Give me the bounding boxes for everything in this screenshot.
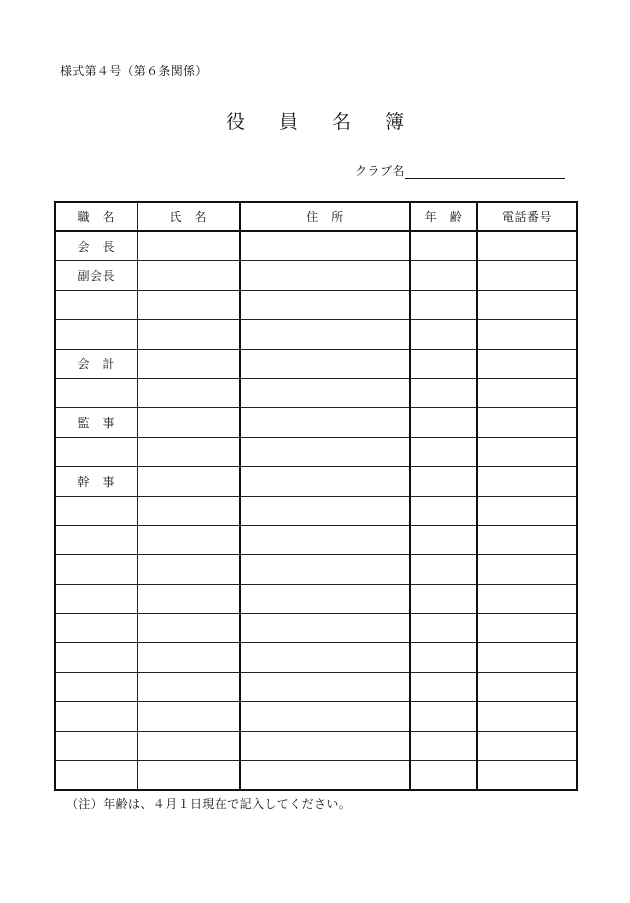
officer-roster-table xyxy=(54,201,578,791)
address-cell[interactable] xyxy=(240,349,410,378)
name-cell[interactable] xyxy=(137,408,240,437)
address-cell[interactable] xyxy=(240,437,410,466)
address-cell[interactable] xyxy=(240,320,410,349)
phone-cell[interactable] xyxy=(477,408,577,437)
club-name-field[interactable] xyxy=(405,165,565,179)
age-cell[interactable] xyxy=(410,378,477,407)
phone-cell[interactable] xyxy=(477,555,577,584)
name-cell[interactable] xyxy=(137,496,240,525)
table-row xyxy=(55,584,577,613)
address-cell[interactable] xyxy=(240,231,410,261)
address-cell[interactable] xyxy=(240,614,410,643)
name-cell[interactable] xyxy=(137,467,240,496)
name-cell[interactable] xyxy=(137,672,240,701)
address-cell[interactable] xyxy=(240,555,410,584)
phone-cell[interactable] xyxy=(477,467,577,496)
roster-body xyxy=(55,231,577,790)
name-cell[interactable] xyxy=(137,614,240,643)
age-cell[interactable] xyxy=(410,555,477,584)
position-cell: 監 事 xyxy=(55,408,137,437)
address-cell[interactable] xyxy=(240,731,410,760)
position-cell xyxy=(55,320,137,349)
name-cell[interactable] xyxy=(137,761,240,791)
age-cell[interactable] xyxy=(410,231,477,261)
age-cell[interactable] xyxy=(410,643,477,672)
position-cell xyxy=(55,643,137,672)
header-position: 職 名 xyxy=(55,202,137,231)
name-cell[interactable] xyxy=(137,643,240,672)
address-cell[interactable] xyxy=(240,408,410,437)
age-cell[interactable] xyxy=(410,261,477,290)
footnote: （注）年齢は、４月１日現在で記入してください。 xyxy=(66,797,352,811)
address-cell[interactable] xyxy=(240,467,410,496)
phone-cell[interactable] xyxy=(477,378,577,407)
table-row xyxy=(55,761,577,791)
phone-cell[interactable] xyxy=(477,261,577,290)
phone-cell[interactable] xyxy=(477,525,577,554)
position-cell xyxy=(55,614,137,643)
table-row xyxy=(55,437,577,466)
address-cell[interactable] xyxy=(240,290,410,319)
name-cell[interactable] xyxy=(137,525,240,554)
address-cell[interactable] xyxy=(240,702,410,731)
age-cell[interactable] xyxy=(410,408,477,437)
age-cell[interactable] xyxy=(410,672,477,701)
phone-cell[interactable] xyxy=(477,643,577,672)
age-cell[interactable] xyxy=(410,496,477,525)
address-cell[interactable] xyxy=(240,761,410,791)
table-row xyxy=(55,614,577,643)
table-row xyxy=(55,320,577,349)
header-address: 住 所 xyxy=(240,202,410,231)
position-cell xyxy=(55,496,137,525)
address-cell[interactable] xyxy=(240,525,410,554)
name-cell[interactable] xyxy=(137,702,240,731)
table-row xyxy=(55,378,577,407)
club-name-line xyxy=(355,162,565,179)
name-cell[interactable] xyxy=(137,320,240,349)
address-cell[interactable] xyxy=(240,378,410,407)
table-row xyxy=(55,643,577,672)
age-cell[interactable] xyxy=(410,349,477,378)
table-row xyxy=(55,496,577,525)
position-cell: 会 長 xyxy=(55,231,137,261)
table-header-row xyxy=(55,202,577,231)
phone-cell[interactable] xyxy=(477,231,577,261)
phone-cell[interactable] xyxy=(477,290,577,319)
phone-cell[interactable] xyxy=(477,437,577,466)
name-cell[interactable] xyxy=(137,378,240,407)
address-cell[interactable] xyxy=(240,643,410,672)
position-cell xyxy=(55,378,137,407)
phone-cell[interactable] xyxy=(477,614,577,643)
table-row xyxy=(55,555,577,584)
age-cell[interactable] xyxy=(410,320,477,349)
age-cell[interactable] xyxy=(410,761,477,791)
age-cell[interactable] xyxy=(410,467,477,496)
position-cell: 会 計 xyxy=(55,349,137,378)
position-cell xyxy=(55,525,137,554)
document-title: 役 員 名 簿 xyxy=(225,111,419,133)
table-row xyxy=(55,467,577,496)
age-cell[interactable] xyxy=(410,584,477,613)
position-cell xyxy=(55,672,137,701)
header-age: 年 齢 xyxy=(410,202,477,231)
position-cell xyxy=(55,555,137,584)
position-cell xyxy=(55,731,137,760)
name-cell[interactable] xyxy=(137,555,240,584)
phone-cell[interactable] xyxy=(477,320,577,349)
name-cell[interactable] xyxy=(137,437,240,466)
position-cell: 幹 事 xyxy=(55,467,137,496)
name-cell[interactable] xyxy=(137,349,240,378)
table-row xyxy=(55,702,577,731)
age-cell[interactable] xyxy=(410,731,477,760)
position-cell xyxy=(55,437,137,466)
phone-cell[interactable] xyxy=(477,496,577,525)
name-cell[interactable] xyxy=(137,231,240,261)
name-cell[interactable] xyxy=(137,731,240,760)
address-cell[interactable] xyxy=(240,672,410,701)
address-cell[interactable] xyxy=(240,584,410,613)
form-number: 様式第４号（第６条関係） xyxy=(60,64,208,78)
table-row xyxy=(55,672,577,701)
position-cell xyxy=(55,702,137,731)
name-cell[interactable] xyxy=(137,584,240,613)
position-cell: 副会長 xyxy=(55,261,137,290)
phone-cell[interactable] xyxy=(477,349,577,378)
table-row xyxy=(55,408,577,437)
age-cell[interactable] xyxy=(410,437,477,466)
name-cell[interactable] xyxy=(137,290,240,319)
header-name: 氏 名 xyxy=(137,202,240,231)
table-row xyxy=(55,290,577,319)
age-cell[interactable] xyxy=(410,614,477,643)
table-row xyxy=(55,231,577,261)
table-row xyxy=(55,525,577,554)
age-cell[interactable] xyxy=(410,290,477,319)
phone-cell[interactable] xyxy=(477,584,577,613)
table-row xyxy=(55,731,577,760)
age-cell[interactable] xyxy=(410,702,477,731)
position-cell xyxy=(55,761,137,791)
phone-cell[interactable] xyxy=(477,731,577,760)
table-row xyxy=(55,261,577,290)
club-name-label: クラブ名 xyxy=(355,164,406,178)
address-cell[interactable] xyxy=(240,261,410,290)
phone-cell[interactable] xyxy=(477,761,577,791)
position-cell xyxy=(55,584,137,613)
phone-cell[interactable] xyxy=(477,702,577,731)
phone-cell[interactable] xyxy=(477,672,577,701)
position-cell xyxy=(55,290,137,319)
name-cell[interactable] xyxy=(137,261,240,290)
table-row xyxy=(55,349,577,378)
header-phone: 電話番号 xyxy=(477,202,577,231)
address-cell[interactable] xyxy=(240,496,410,525)
age-cell[interactable] xyxy=(410,525,477,554)
